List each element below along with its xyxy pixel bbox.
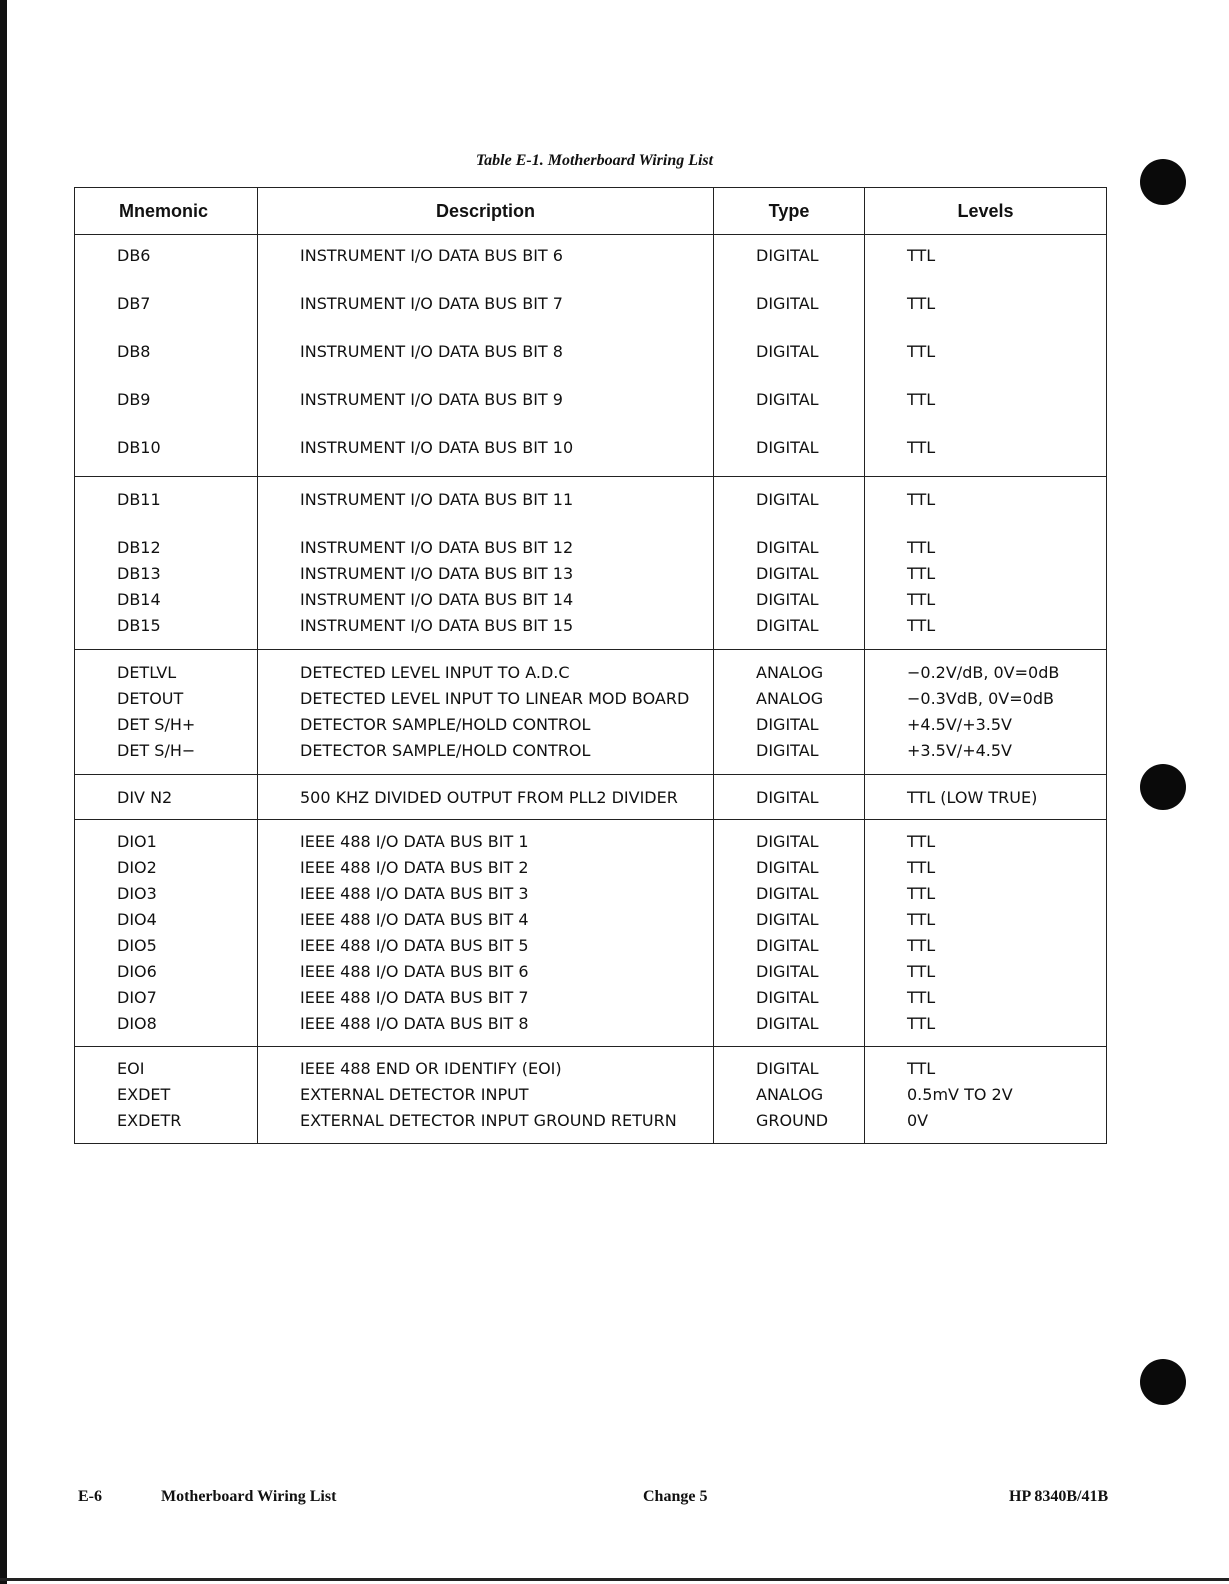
type-value: DIGITAL <box>756 832 819 851</box>
footer-section-title: Motherboard Wiring List <box>161 1488 337 1505</box>
type-cell <box>714 650 865 775</box>
levels-value: TTL <box>907 1059 936 1078</box>
mnemonic-value: DB9 <box>117 390 151 409</box>
description-value: DETECTOR SAMPLE/HOLD CONTROL <box>300 715 591 734</box>
description-value: INSTRUMENT I/O DATA BUS BIT 13 <box>300 564 574 583</box>
description-value: IEEE 488 I/O DATA BUS BIT 1 <box>300 832 529 851</box>
levels-value: TTL <box>907 884 936 903</box>
levels-cell <box>865 477 1107 650</box>
type-cell <box>714 775 865 820</box>
header-levels: Levels <box>865 188 1107 235</box>
levels-value: TTL <box>907 490 936 509</box>
type-cell <box>714 1047 865 1144</box>
levels-value: TTL <box>907 832 936 851</box>
description-value: INSTRUMENT I/O DATA BUS BIT 15 <box>300 616 574 635</box>
levels-cell <box>865 820 1107 1047</box>
description-value: IEEE 488 I/O DATA BUS BIT 2 <box>300 858 529 877</box>
description-value: IEEE 488 I/O DATA BUS BIT 8 <box>300 1014 529 1033</box>
type-value: DIGITAL <box>756 936 819 955</box>
type-value: DIGITAL <box>756 538 819 557</box>
table-row-group <box>75 650 1107 775</box>
levels-cell <box>865 775 1107 820</box>
type-value: DIGITAL <box>756 246 819 265</box>
type-value: DIGITAL <box>756 294 819 313</box>
type-value: DIGITAL <box>756 788 819 807</box>
table-row-group <box>75 820 1107 1047</box>
description-value: EXTERNAL DETECTOR INPUT <box>300 1085 529 1104</box>
footer-change: Change 5 <box>643 1488 708 1505</box>
mnemonic-cell <box>75 775 258 820</box>
page-bottom-rule <box>0 1578 1229 1581</box>
table-header-row <box>75 188 1107 235</box>
mnemonic-value: DB6 <box>117 246 151 265</box>
mnemonic-cell <box>75 1047 258 1144</box>
type-value: DIGITAL <box>756 490 819 509</box>
description-value: IEEE 488 I/O DATA BUS BIT 5 <box>300 936 529 955</box>
header-mnemonic: Mnemonic <box>75 188 258 235</box>
description-value: INSTRUMENT I/O DATA BUS BIT 7 <box>300 294 563 313</box>
mnemonic-cell <box>75 235 258 477</box>
mnemonic-cell <box>75 477 258 650</box>
mnemonic-value: DET S/H− <box>117 741 196 760</box>
mnemonic-cell <box>75 820 258 1047</box>
mnemonic-value: DIO4 <box>117 910 157 929</box>
description-value: IEEE 488 END OR IDENTIFY (EOI) <box>300 1059 562 1078</box>
description-value: DETECTOR SAMPLE/HOLD CONTROL <box>300 741 591 760</box>
levels-value: TTL (LOW TRUE) <box>907 788 1038 807</box>
mnemonic-value: DIO6 <box>117 962 157 981</box>
mnemonic-value: DB8 <box>117 342 151 361</box>
footer-page-number: E-6 <box>78 1488 102 1505</box>
type-value: DIGITAL <box>756 715 819 734</box>
levels-value: TTL <box>907 910 936 929</box>
table-row-group <box>75 235 1107 477</box>
description-value: INSTRUMENT I/O DATA BUS BIT 9 <box>300 390 563 409</box>
mnemonic-value: DIO5 <box>117 936 157 955</box>
description-value: INSTRUMENT I/O DATA BUS BIT 12 <box>300 538 574 557</box>
header-type: Type <box>714 188 865 235</box>
type-value: DIGITAL <box>756 438 819 457</box>
mnemonic-value: DIO2 <box>117 858 157 877</box>
description-value: INSTRUMENT I/O DATA BUS BIT 11 <box>300 490 574 509</box>
type-value: DIGITAL <box>756 741 819 760</box>
levels-value: TTL <box>907 564 936 583</box>
description-value: IEEE 488 I/O DATA BUS BIT 6 <box>300 962 529 981</box>
levels-value: 0V <box>907 1111 929 1130</box>
type-cell <box>714 235 865 477</box>
description-value: IEEE 488 I/O DATA BUS BIT 4 <box>300 910 529 929</box>
levels-value: TTL <box>907 1014 936 1033</box>
type-value: ANALOG <box>756 1085 824 1104</box>
table-row-group <box>75 1047 1107 1144</box>
mnemonic-value: DIO8 <box>117 1014 157 1033</box>
type-value: DIGITAL <box>756 910 819 929</box>
description-value: INSTRUMENT I/O DATA BUS BIT 10 <box>300 438 574 457</box>
description-cell <box>258 650 714 775</box>
levels-value: TTL <box>907 858 936 877</box>
mnemonic-value: DB14 <box>117 590 161 609</box>
description-value: DETECTED LEVEL INPUT TO LINEAR MOD BOARD <box>300 689 690 708</box>
description-value: 500 KHZ DIVIDED OUTPUT FROM PLL2 DIVIDER <box>300 788 678 807</box>
mnemonic-value: DIO3 <box>117 884 157 903</box>
type-value: DIGITAL <box>756 342 819 361</box>
header-description: Description <box>258 188 714 235</box>
description-cell <box>258 820 714 1047</box>
mnemonic-value: DB11 <box>117 490 161 509</box>
description-value: INSTRUMENT I/O DATA BUS BIT 14 <box>300 590 574 609</box>
mnemonic-value: DB10 <box>117 438 161 457</box>
description-value: IEEE 488 I/O DATA BUS BIT 3 <box>300 884 529 903</box>
levels-value: TTL <box>907 294 936 313</box>
table-row-group <box>75 775 1107 820</box>
levels-value: TTL <box>907 438 936 457</box>
mnemonic-value: DETLVL <box>117 663 177 682</box>
type-value: DIGITAL <box>756 884 819 903</box>
mnemonic-value: DIO7 <box>117 988 157 1007</box>
type-cell <box>714 820 865 1047</box>
mnemonic-value: DB12 <box>117 538 161 557</box>
page-binding-edge <box>0 0 7 1584</box>
type-value: DIGITAL <box>756 1059 819 1078</box>
levels-value: +3.5V/+4.5V <box>907 741 1012 760</box>
description-value: IEEE 488 I/O DATA BUS BIT 7 <box>300 988 529 1007</box>
mnemonic-value: DB13 <box>117 564 161 583</box>
description-cell <box>258 477 714 650</box>
levels-value: TTL <box>907 390 936 409</box>
levels-value: TTL <box>907 962 936 981</box>
levels-cell <box>865 1047 1107 1144</box>
levels-value: 0.5mV TO 2V <box>907 1085 1013 1104</box>
type-value: ANALOG <box>756 689 824 708</box>
mnemonic-value: EXDET <box>117 1085 171 1104</box>
mnemonic-cell <box>75 650 258 775</box>
type-cell <box>714 477 865 650</box>
type-value: DIGITAL <box>756 564 819 583</box>
levels-cell <box>865 235 1107 477</box>
punch-hole <box>1140 764 1186 810</box>
type-value: DIGITAL <box>756 390 819 409</box>
levels-value: TTL <box>907 988 936 1007</box>
levels-value: TTL <box>907 936 936 955</box>
levels-value: TTL <box>907 616 936 635</box>
levels-value: TTL <box>907 246 936 265</box>
type-value: DIGITAL <box>756 590 819 609</box>
type-value: GROUND <box>756 1111 829 1130</box>
mnemonic-value: DB15 <box>117 616 161 635</box>
table-row-group <box>75 477 1107 650</box>
levels-value: TTL <box>907 590 936 609</box>
levels-cell <box>865 650 1107 775</box>
mnemonic-value: DETOUT <box>117 689 184 708</box>
description-cell <box>258 235 714 477</box>
mnemonic-value: EXDETR <box>117 1111 182 1130</box>
mnemonic-value: DIO1 <box>117 832 157 851</box>
type-value: DIGITAL <box>756 988 819 1007</box>
mnemonic-value: DIV N2 <box>117 788 173 807</box>
levels-value: −0.3VdB, 0V=0dB <box>907 689 1054 708</box>
table-title: Table E-1. Motherboard Wiring List <box>475 152 714 169</box>
type-value: DIGITAL <box>756 858 819 877</box>
description-value: INSTRUMENT I/O DATA BUS BIT 6 <box>300 246 563 265</box>
wiring-table <box>74 187 1107 1144</box>
punch-hole <box>1140 1359 1186 1405</box>
type-value: ANALOG <box>756 663 824 682</box>
description-value: INSTRUMENT I/O DATA BUS BIT 8 <box>300 342 563 361</box>
table-body <box>75 235 1107 1144</box>
description-cell <box>258 1047 714 1144</box>
levels-value: −0.2V/dB, 0V=0dB <box>907 663 1060 682</box>
type-value: DIGITAL <box>756 1014 819 1033</box>
levels-value: TTL <box>907 342 936 361</box>
mnemonic-value: EOI <box>117 1059 145 1078</box>
levels-value: +4.5V/+3.5V <box>907 715 1012 734</box>
mnemonic-value: DET S/H+ <box>117 715 196 734</box>
description-value: EXTERNAL DETECTOR INPUT GROUND RETURN <box>300 1111 677 1130</box>
levels-value: TTL <box>907 538 936 557</box>
description-value: DETECTED LEVEL INPUT TO A.D.C <box>300 663 570 682</box>
type-value: DIGITAL <box>756 962 819 981</box>
footer-model: HP 8340B/41B <box>1009 1488 1109 1505</box>
mnemonic-value: DB7 <box>117 294 151 313</box>
description-cell <box>258 775 714 820</box>
type-value: DIGITAL <box>756 616 819 635</box>
